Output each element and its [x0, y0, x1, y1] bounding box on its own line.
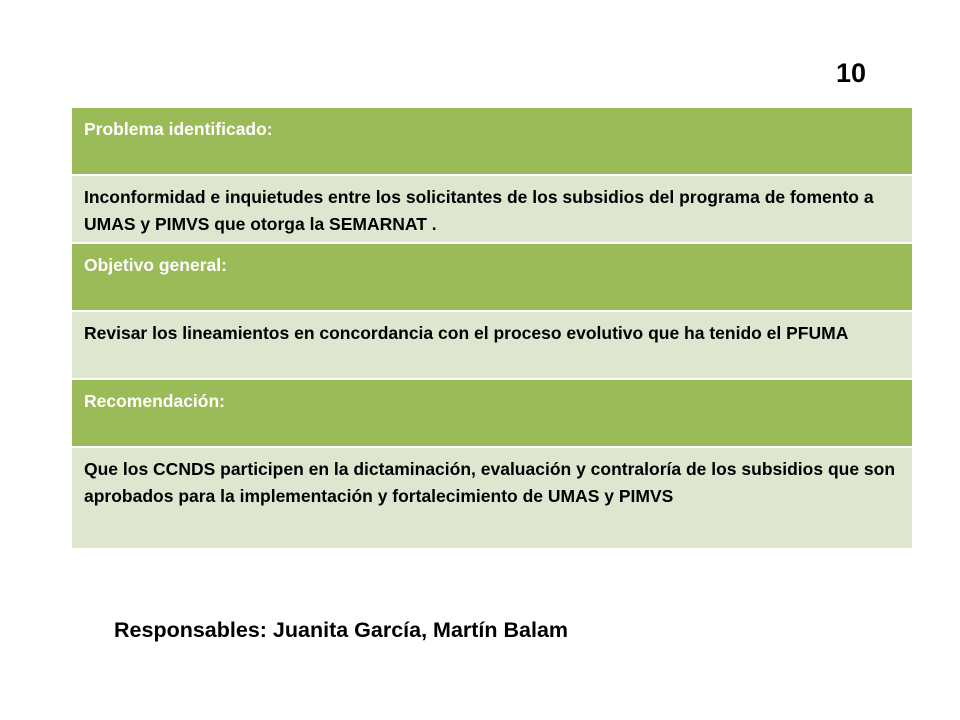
recommendation-header: Recomendación:: [72, 380, 912, 448]
content-table: [72, 108, 912, 548]
objective-header: Objetivo general:: [72, 244, 912, 312]
slide-number: 10: [836, 58, 867, 88]
problem-description: Inconformidad e inquietudes entre los solicitantes de los subsidios del programa de fomento a UMAS y PIMVS que otorga la SEMARNAT .: [72, 176, 912, 244]
problem-header: Problema identificado:: [72, 108, 912, 176]
recommendation-description: Que los CCNDS participen en la dictaminación, evaluación y contraloría de los subsidios que son aprobados para la implementación y fortalecimiento de UMAS y PIMVS: [72, 448, 912, 548]
objective-description: Revisar los lineamientos en concordancia con el proceso evolutivo que ha tenido el PFUMA: [72, 312, 912, 380]
responsables-text: Responsables: Juanita García, Martín Balam: [114, 618, 569, 642]
